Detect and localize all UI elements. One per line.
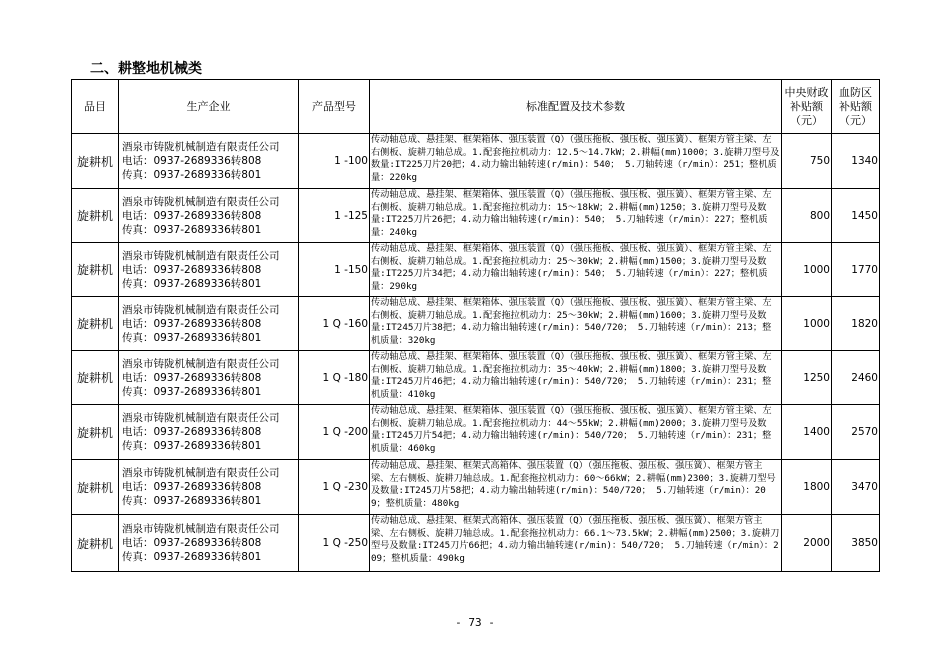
cell-model: 1 -125 xyxy=(299,189,370,243)
cell-params: 传动轴总成、悬挂架、框架箱体、强压装置（Q）（强压拖板、强压板、强压簧）、框架方管主梁、左右侧板、旋耕刀轴总成。1.配套拖拉机动力：25～30kW；2.耕幅(mm)1600；3.旋耕刀型号及数量:IT245刀片38把；4.动力输出轴转速(r/min)：540/720； 5.刀轴转速（r/min）：213；整机质量：320kg xyxy=(370,297,782,351)
cell-item: 旋耕机 xyxy=(72,515,119,572)
table-row xyxy=(72,189,880,243)
cell-company xyxy=(119,515,299,572)
cell-central-subsidy: 2000 xyxy=(782,515,832,572)
header-central-line: 补贴额 xyxy=(790,99,823,113)
company-name: 酒泉市铸陇机械制造有限责任公司 xyxy=(122,249,280,262)
company-phone: 电话：0937-2689336转808 xyxy=(122,426,262,438)
cell-item: 旋耕机 xyxy=(72,351,119,405)
company-name: 酒泉市铸陇机械制造有限责任公司 xyxy=(122,195,280,208)
header-central-subsidy xyxy=(782,80,832,134)
cell-central-subsidy: 750 xyxy=(782,134,832,189)
company-fax: 传真：0937-2689336转801 xyxy=(122,169,262,181)
cell-item: 旋耕机 xyxy=(72,134,119,189)
company-name: 酒泉市铸陇机械制造有限责任公司 xyxy=(122,412,280,424)
header-district-line: 补贴额 xyxy=(839,99,872,113)
table-header-row xyxy=(72,80,880,134)
cell-model: 1 -100 xyxy=(299,134,370,189)
cell-model: 1 Q -230 xyxy=(299,460,370,515)
cell-company xyxy=(119,405,299,460)
cell-company xyxy=(119,189,299,243)
cell-central-subsidy: 1400 xyxy=(782,405,832,460)
header-central-line: 中央财政 xyxy=(784,85,829,99)
header-item: 品目 xyxy=(72,80,119,134)
cell-params: 传动轴总成、悬挂架、框架箱体、强压装置（Q）（强压拖板、强压板、强压簧）、框架方管主梁、左右侧板、旋耕刀轴总成。1.配套拖拉机动力：44～55kW；2.耕幅(mm)2000；3.旋耕刀型号及数量:IT245刀片54把；4.动力输出轴转速(r/min)：540/720； 5.刀轴转速（r/min）：231；整机质量：460kg xyxy=(370,405,782,460)
cell-district-subsidy: 3470 xyxy=(832,460,880,515)
company-fax: 传真：0937-2689336转801 xyxy=(122,223,262,236)
subsidy-table xyxy=(71,79,880,572)
cell-district-subsidy: 2460 xyxy=(832,351,880,405)
cell-item: 旋耕机 xyxy=(72,189,119,243)
cell-model: 1 -150 xyxy=(299,243,370,297)
company-phone: 电话：0937-2689336转808 xyxy=(122,155,262,167)
cell-params: 传动轴总成、悬挂架、框架式高箱体、强压装置（Q）（强压拖板、强压板、强压簧）、框架方管主梁、左右侧板、旋耕刀轴总成。1.配套拖拉机动力：66.1～73.5kW；2.耕幅(mm)2500；3.旋耕刀型号及数量:IT245刀片66把；4.动力输出轴转速(r/min)：540/720； 5.刀轴转速（r/min）：209；整机质量：490kg xyxy=(370,515,782,572)
table-row xyxy=(72,134,880,189)
cell-central-subsidy: 1000 xyxy=(782,243,832,297)
company-phone: 电话：0937-2689336转808 xyxy=(122,209,262,222)
cell-central-subsidy: 1000 xyxy=(782,297,832,351)
cell-company xyxy=(119,460,299,515)
company-phone: 电话：0937-2689336转808 xyxy=(122,371,262,384)
cell-district-subsidy: 1340 xyxy=(832,134,880,189)
cell-item: 旋耕机 xyxy=(72,297,119,351)
company-phone: 电话：0937-2689336转808 xyxy=(122,481,262,493)
header-model: 产品型号 xyxy=(299,80,370,134)
cell-model: 1 Q -250 xyxy=(299,515,370,572)
cell-central-subsidy: 800 xyxy=(782,189,832,243)
cell-company xyxy=(119,351,299,405)
company-name: 酒泉市铸陇机械制造有限责任公司 xyxy=(122,467,280,479)
header-central-line: （元） xyxy=(790,113,823,127)
cell-company xyxy=(119,243,299,297)
company-phone: 电话：0937-2689336转808 xyxy=(122,537,262,549)
cell-params: 传动轴总成、悬挂架、框架箱体、强压装置（Q）（强压拖板、强压板、强压簧）、框架方管主梁、左右侧板、旋耕刀轴总成。1.配套拖拉机动力：12.5～14.7kW；2.耕幅(mm)1000；3.旋耕刀型号及数量:IT225刀片20把；4.动力输出轴转速(r/min)：540； 5.刀轴转速（r/min）：251；整机质量：220kg xyxy=(370,134,782,189)
table-row xyxy=(72,515,880,572)
cell-district-subsidy: 1820 xyxy=(832,297,880,351)
header-district-line: （元） xyxy=(839,113,872,127)
cell-params: 传动轴总成、悬挂架、框架箱体、强压装置（Q）（强压拖板、强压板、强压簧）、框架方管主梁、左右侧板、旋耕刀轴总成。1.配套拖拉机动力：25～30kW；2.耕幅(mm)1500；3.旋耕刀型号及数量:IT225刀片34把；4.动力输出轴转速(r/min)：540； 5.刀轴转速（r/min）：227；整机质量：290kg xyxy=(370,243,782,297)
cell-item: 旋耕机 xyxy=(72,243,119,297)
header-params: 标准配置及技术参数 xyxy=(370,80,782,134)
cell-company xyxy=(119,134,299,189)
cell-district-subsidy: 1770 xyxy=(832,243,880,297)
cell-model: 1 Q -180 xyxy=(299,351,370,405)
company-name: 酒泉市铸陇机械制造有限责任公司 xyxy=(122,523,280,535)
cell-central-subsidy: 1800 xyxy=(782,460,832,515)
cell-params: 传动轴总成、悬挂架、框架箱体、强压装置（Q）（强压拖板、强压板、强压簧）、框架方管主梁、左右侧板、旋耕刀轴总成。1.配套拖拉机动力：35～40kW；2.耕幅(mm)1800；3.旋耕刀型号及数量:IT245刀片46把；4.动力输出轴转速(r/min)：540/720； 5.刀轴转速（r/min）：231；整机质量：410kg xyxy=(370,351,782,405)
table-row xyxy=(72,243,880,297)
company-name: 酒泉市铸陇机械制造有限责任公司 xyxy=(122,141,280,153)
cell-model: 1 Q -160 xyxy=(299,297,370,351)
company-fax: 传真：0937-2689336转801 xyxy=(122,440,262,452)
company-name: 酒泉市铸陇机械制造有限责任公司 xyxy=(122,303,280,316)
cell-model: 1 Q -200 xyxy=(299,405,370,460)
table-row xyxy=(72,297,880,351)
cell-company xyxy=(119,297,299,351)
table-row xyxy=(72,405,880,460)
company-fax: 传真：0937-2689336转801 xyxy=(122,495,262,507)
cell-central-subsidy: 1250 xyxy=(782,351,832,405)
header-district-subsidy xyxy=(832,80,880,134)
table-row xyxy=(72,351,880,405)
page-number: - 73 - xyxy=(455,616,495,629)
cell-district-subsidy: 3850 xyxy=(832,515,880,572)
company-phone: 电话：0937-2689336转808 xyxy=(122,263,262,276)
company-fax: 传真：0937-2689336转801 xyxy=(122,551,262,563)
cell-district-subsidy: 2570 xyxy=(832,405,880,460)
company-fax: 传真：0937-2689336转801 xyxy=(122,331,262,344)
cell-params: 传动轴总成、悬挂架、框架箱体、强压装置（Q）（强压拖板、强压板、强压簧）、框架方管主梁、左右侧板、旋耕刀轴总成。1.配套拖拉机动力：15～18kW；2.耕幅(mm)1250；3.旋耕刀型号及数量:IT225刀片26把；4.动力输出轴转速(r/min)：540； 5.刀轴转速（r/min）：227；整机质量：240kg xyxy=(370,189,782,243)
cell-item: 旋耕机 xyxy=(72,405,119,460)
company-name: 酒泉市铸陇机械制造有限责任公司 xyxy=(122,357,280,370)
table-row xyxy=(72,460,880,515)
header-company: 生产企业 xyxy=(119,80,299,134)
company-fax: 传真：0937-2689336转801 xyxy=(122,385,262,398)
cell-params: 传动轴总成、悬挂架、框架式高箱体、强压装置（Q）（强压拖板、强压板、强压簧）、框架方管主梁、左右侧板、旋耕刀轴总成。1.配套拖拉机动力：60～66kW；2.耕幅(mm)2300；3.旋耕刀型号及数量:IT245刀片58把；4.动力输出轴转速(r/min)：540/720； 5.刀轴转速（r/min）：209；整机质量：480kg xyxy=(370,460,782,515)
cell-district-subsidy: 1450 xyxy=(832,189,880,243)
header-district-line: 血防区 xyxy=(839,85,872,99)
company-fax: 传真：0937-2689336转801 xyxy=(122,277,262,290)
company-phone: 电话：0937-2689336转808 xyxy=(122,317,262,330)
cell-item: 旋耕机 xyxy=(72,460,119,515)
section-title: 二、耕整地机械类 xyxy=(90,61,202,77)
